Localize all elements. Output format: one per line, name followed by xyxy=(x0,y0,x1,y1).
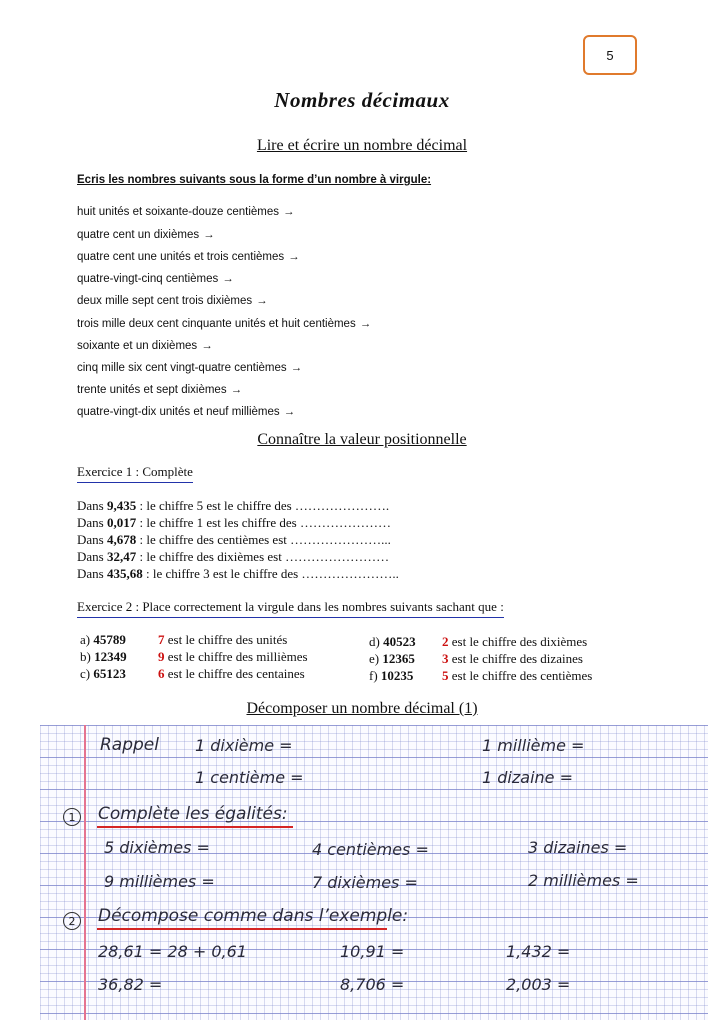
row-prefix: Dans xyxy=(77,515,104,530)
section-title-positional-value: Connaître la valeur positionnelle xyxy=(257,431,467,448)
row-prefix: Dans xyxy=(77,566,104,581)
arrow-icon: → xyxy=(283,406,296,418)
item-text: soixante et un dixièmes xyxy=(77,340,198,352)
page-number: 5 xyxy=(606,47,614,63)
exercise-row xyxy=(77,532,391,548)
row-number: 0,017 xyxy=(106,515,137,530)
red-underline xyxy=(97,826,293,828)
equality-item: 3 dizaines = xyxy=(528,838,628,857)
rappel-item: 1 dixième = xyxy=(195,736,293,755)
row-number: 4,678 xyxy=(106,532,137,547)
item-digit: 7 xyxy=(158,632,165,647)
row-text: : le chiffre 3 est le chiffre des ………………….. xyxy=(142,566,399,581)
page-number-badge xyxy=(583,35,637,75)
section-title-decompose: Décomposer un nombre décimal (1) xyxy=(246,700,478,717)
list-item xyxy=(77,406,295,418)
item-number: 40523 xyxy=(383,634,416,649)
item-label: a) xyxy=(80,632,91,647)
list-item xyxy=(77,295,268,307)
exercise1-title: Complète les égalités: xyxy=(98,804,288,824)
item-text: deux mille sept cent trois dixièmes xyxy=(77,295,253,307)
item-number: 12349 xyxy=(94,649,127,664)
row-prefix: Dans xyxy=(77,549,104,564)
arrow-icon: → xyxy=(359,318,372,330)
exercise-row xyxy=(77,515,391,531)
item-label: c) xyxy=(80,666,91,681)
list-item xyxy=(77,251,300,263)
placement-item xyxy=(80,632,288,648)
list-item xyxy=(77,384,242,396)
decompose-item: 2,003 = xyxy=(506,975,571,994)
red-underline xyxy=(97,928,387,930)
row-text: : le chiffre 1 est les chiffre des ………………… xyxy=(136,515,391,530)
rappel-item: 1 millième = xyxy=(482,736,585,755)
item-text: quatre-vingt-dix unités et neuf millièmes xyxy=(77,406,280,418)
item-text: trente unités et sept dixièmes xyxy=(77,384,227,396)
exercise2-heading-text: Exercice 2 : Place correctement la virgule dans les nombres suivants sachant que : xyxy=(77,599,504,614)
item-text: quatre cent une unités et trois centièmes xyxy=(77,251,285,263)
heading-underline xyxy=(77,617,504,619)
item-number: 45789 xyxy=(93,632,126,647)
exercise2-heading xyxy=(77,599,504,615)
item-digit: 6 xyxy=(158,666,165,681)
item-number: 12365 xyxy=(382,651,415,666)
rappel-item: 1 dizaine = xyxy=(482,768,573,787)
arrow-icon: → xyxy=(222,273,234,285)
item-digit: 5 xyxy=(442,668,449,683)
exercise-number-circle: 2 xyxy=(63,912,81,930)
list-item xyxy=(77,318,371,330)
item-text: quatre-vingt-cinq centièmes xyxy=(77,273,219,285)
placement-item xyxy=(80,649,308,665)
item-label: d) xyxy=(369,634,380,649)
item-text: quatre cent un dixièmes xyxy=(77,229,200,241)
arrow-icon: → xyxy=(203,229,215,241)
item-digit: 9 xyxy=(158,649,165,664)
list-item xyxy=(77,206,295,218)
instruction: Ecris les nombres suivants sous la forme d’un nombre à virgule: xyxy=(77,174,432,186)
section-title-read-write: Lire et écrire un nombre décimal xyxy=(256,137,468,154)
item-digit: 3 xyxy=(442,651,449,666)
arrow-icon: → xyxy=(201,340,213,352)
placement-item xyxy=(369,651,583,667)
item-label: b) xyxy=(80,649,91,664)
item-text: est le chiffre des centaines xyxy=(167,666,305,681)
list-item xyxy=(77,340,213,352)
row-prefix: Dans xyxy=(77,498,104,513)
item-text: cinq mille six cent vingt-quatre centièmes xyxy=(77,362,287,374)
item-text: est le chiffre des dizaines xyxy=(451,651,583,666)
rappel-label: Rappel xyxy=(100,735,159,755)
item-text: est le chiffre des centièmes xyxy=(451,668,593,683)
exercise-row xyxy=(77,549,389,565)
list-item xyxy=(77,229,215,241)
arrow-icon: → xyxy=(283,206,295,218)
item-text: est le chiffre des unités xyxy=(167,632,288,647)
row-text: : le chiffre des centièmes est …………………... xyxy=(136,532,391,547)
decompose-item: 8,706 = xyxy=(340,975,405,994)
list-item xyxy=(77,362,302,374)
decompose-item: 28,61 = 28 + 0,61 xyxy=(98,942,247,961)
equality-item: 2 millièmes = xyxy=(528,871,639,890)
row-number: 9,435 xyxy=(106,498,137,513)
placement-item xyxy=(369,668,593,684)
rappel-item: 1 centième = xyxy=(195,768,304,787)
exercise1-heading xyxy=(77,464,193,480)
equality-item: 9 millièmes = xyxy=(104,872,215,891)
page-title: Nombres décimaux xyxy=(274,88,450,112)
exercise1-heading-text: Exercice 1 : Complète xyxy=(77,464,193,479)
arrow-icon: → xyxy=(256,295,268,307)
decompose-item: 36,82 = xyxy=(98,975,163,994)
arrow-icon: → xyxy=(288,251,300,263)
row-prefix: Dans xyxy=(77,532,104,547)
item-text: est le chiffre des millièmes xyxy=(167,649,308,664)
item-label: e) xyxy=(369,651,380,666)
exercise2-title: Décompose comme dans l’exemple: xyxy=(98,906,409,926)
exercise-row xyxy=(77,566,399,582)
exercise-number-circle: 1 xyxy=(63,808,81,826)
row-text: : le chiffre des dixièmes est …………………… xyxy=(136,549,390,564)
equality-item: 4 centièmes = xyxy=(312,840,429,859)
item-number: 10235 xyxy=(380,668,414,683)
arrow-icon: → xyxy=(290,362,303,374)
placement-item xyxy=(80,666,305,682)
arrow-icon: → xyxy=(230,384,243,396)
row-number: 32,47 xyxy=(106,549,137,564)
item-number: 65123 xyxy=(93,666,126,681)
list-item xyxy=(77,273,234,285)
item-text: huit unités et soixante-douze centièmes xyxy=(77,206,280,218)
heading-underline xyxy=(77,482,193,484)
item-digit: 2 xyxy=(442,634,449,649)
decompose-item: 1,432 = xyxy=(506,942,571,961)
margin-line xyxy=(84,725,86,1020)
item-label: f) xyxy=(369,668,378,683)
equality-item: 5 dixièmes = xyxy=(104,838,210,857)
exercise-row xyxy=(77,498,389,514)
row-number: 435,68 xyxy=(106,566,143,581)
equality-item: 7 dixièmes = xyxy=(312,873,418,892)
placement-item xyxy=(369,634,588,650)
row-text: : le chiffre 5 est le chiffre des …………………. xyxy=(136,498,390,513)
decompose-item: 10,91 = xyxy=(340,942,405,961)
item-text: est le chiffre des dixièmes xyxy=(451,634,588,649)
item-text: trois mille deux cent cinquante unités et huit centièmes xyxy=(77,318,356,330)
